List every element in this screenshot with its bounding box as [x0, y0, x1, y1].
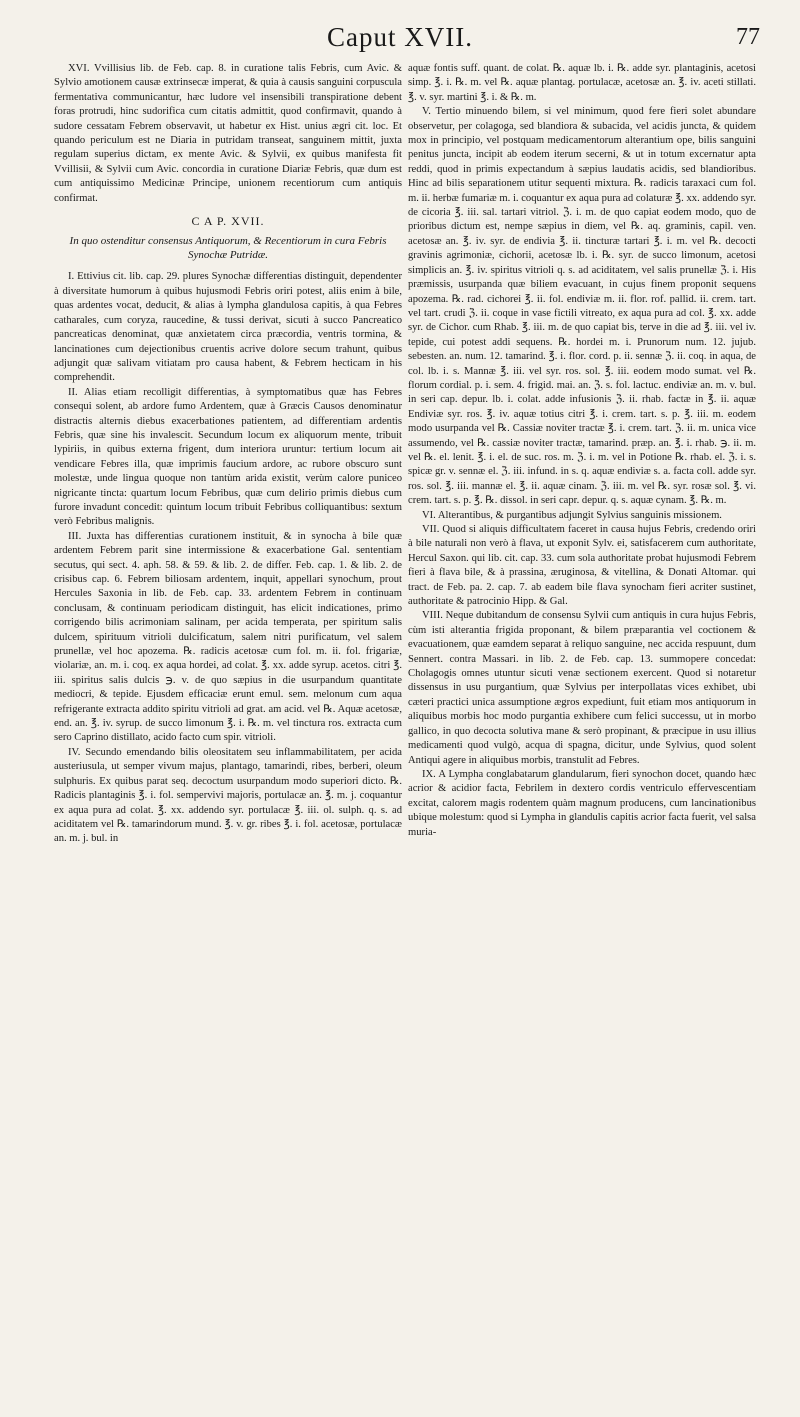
- running-title: Caput XVII.: [327, 22, 473, 52]
- page-number: 77: [736, 24, 760, 50]
- paragraph-continuation: aquæ fontis suff. quant. de colat. ℞. aquæ lb. i. ℞. adde syr. plantaginis, acetosi simp. ℥. i. ℞. m. vel ℞. aquæ plantag. portulacæ, acetosæ an. ℥. iv. aceti stillati. ℥. v. syr. martini ℥. i. & ℞. m.: [408, 63, 756, 103]
- paragraph-v: V. Tertio minuendo bilem, si vel minimum, quod fere fieri solet abundare observetur, per colagoga, sed blandiora & subacida, vel acidis juncta, & quidem mox in principio, vel postquam medicamentorum alterantium ope, bilis sanguini penitus juncta, incipit ab eodem iterum secerni, & ut in totum excernatur apta reddi, quod in primis expectandum à sæpius laudatis acidis, sed blandioribus. Hinc ad bilis separationem utitur sequenti mixtura. ℞. radicis taraxaci cum fol. m. ii. herbæ fumariæ m. i. coquantur ex aqua pura ad colaturæ ℥. xx. addendo syr. de cicoria ℥. iii. sal. tartari vitriol. ℨ. i. m. de quo capiat eodem modo, quo de prioribus dictum est, nempe sæpius in diem, vel ℞. aq. graminis, capil. ven. acetosæ an. ℥. iv. syr. de endivia ℥. ii. tincturæ tartari ℥. i. m. vel ℞. decocti gravinis agrimoniæ, cichorii, acetosæ lb. i. ℞. syr. de succo limonum, acetosi simplicis an. ℥. iv. spiritus vitrioli q. s. ad aciditatem, vel salis prunellæ ℨ. i. His præmissis, usurpanda quæ biliem evacuant, in cujus finem proponit sequens apozema. ℞. rad. cichorei ℥. ii. fol. endiviæ m. ii. flor. rof. pallid. ii. crem. tart. vel tart. crudi ℨ. ii. coque in vase fictili vitreato, ex aqua pura ad col. ℥. xx. adde syr. de Cichor. cum Rhab. ℥. iii. m. de quo capiat bis, terve in die ad ℥. iii. vel iv. tepide, cui potest addi sequens. ℞. hordei m. i. Prunorum num. 12. jujub. sebesten. an. num. 12. tamarind. ℥. i. flor. cord. p. ii. sennæ ℨ. ii. coq. in aqua, de col. lb. i. s. Mannæ ℥. iii. vel syr. ros. sol. ℥. iii. eodem modo sumat. vel ℞. florum cordial. p. i. sem. 4. frigid. mai. an. ℨ. s. fol. lactuc. endiviæ an. m. v. bul. in seri cap. depur. lb. i. colat. adde infusionis ℨ. ii. rhab. factæ in ℥. ii. aquæ Endiviæ syr. ros. ℥. iv. aquæ totius citri ℥. i. crem. tart. s. p. ℥. iii. m. eodem modo usurpanda vel ℞. Cassiæ noviter tractæ ℥. i. crem. tart. ℨ. ii. m. unica vice assumendo, vel ℞. cassiæ noviter tractæ, tamarind. præp. an. ℥. i. rhab. ℈. ii. m. vel ℞. el. lenit. ℥. i. el. de suc. ros. m. ℨ. i. m. vel in Potione ℞. rhab. el. ℨ. i. s. spicæ gr. v. sennæ el. ℨ. iii. infund. in s. q. aquæ endiviæ s. a. facta coll. adde syr. ros. sol. ℥. iii. mannæ el. ℥. ii. aquæ cinam. ℨ. iii. m. vel ℞. syr. rosæ sol. ℥. vi. crem. tart. s. p. ℥. ℞. dissol. in seri capr. depur. q. s. aquæ cynam. ℥. ℞. m.: [408, 106, 756, 507]
- paragraph-i: I. Ettivius cit. lib. cap. 29. plures Synochæ differentias distinguit, dependenter à diversitate humorum à quibus hujusmodi Febris oriri potest, aliis enim à bile, quas ardentes vocat, deducit, & alias à lympha glandulosa capitis, à qua Febres catharales, cum coryza, raucedine, & tussi derivat, sicuti à succo Pancreatico pancreaticas denominat, quæ anxietatem circa præcordia, ventris tormina, & lancinationes cum dejectionibus cruentis acrive dolore secum trahunt, quibus adjungit quæ salivam vitiatam pro causa habent, & Febrem hecticam in his comprehendit.: [54, 271, 402, 384]
- paragraph-ii: II. Alias etiam recolligit differentias, à symptomatibus quæ has Febres consequi solent, ab ardore fumo Ardentem, quæ à Græcis Causos denominatur distractis alternis diebus exacerbationes patientem, ad differentiam ardentis Febris, quæ sine his invalescit. Secundum locum ex aliquorum mente, tribuit lypiriis, in quibus externa frigent, dum interiora uruntur: tertium locum ait vendicare Febres illa, quæ imprimis faucium ardore, ac rubore obscuro sunt molestæ, unde lingua quoque non tantùm arida existit, verùm calore puniceo nigricante tincta: quartum locum Febribus, quæ cum delirio primis diebus cum furore invadunt concedit: quintum locum tribuit Febribus colliquantibus: sextum verò Febribus malignis.: [54, 386, 402, 528]
- paragraph-vii: VII. Quod si aliquis difficultatem faceret in causa hujus Febris, credendo oriri à bile naturali non verò à flava, ut exponit Sylv. ei, satisfacerem cum authoritate, Hercul Saxon. qui lib. cit. cap. 33. cum sola authoritate probat hujusmodi Febrem fieri à flava bile, & à prassina, æruginosa, & vitellina, & Donati Altomar. qui tract. de Feb. pa. 2. cap. 7. ab eadem bile flava synocham fieri acriter sustinet, authoritate & patrocinio Hipp. & Gal.: [408, 524, 756, 608]
- chapter-heading: C A P. XVII.: [191, 214, 265, 229]
- paragraph-iv: IV. Secundo emendando bilis oleositatem seu inflammabilitatem, per acida austeriusula, ut semper vivum majus, plantago, tamarindi, ribes, berberi, oleum sulphuris. Ex quibus parat seq. decoctum usurpandum modo superiori dicto. ℞. Radicis plantaginis ℥. i. fol. sempervivi majoris, portulacæ an. ℥. m. j. coquantur ex aqua pura ad colat. ℥. xx. addendo syr. portulacæ ℥. iii. ol. sulph. q. s. ad aciditatem vel ℞. tamarindorum mund. ℥. v. gr. ribes ℥. i. fol. acetosæ, portulacæ an. m. j. bul. in: [54, 746, 402, 845]
- paragraph-vi: VI. Alterantibus, & purgantibus adjungit Sylvius sanguinis missionem.: [422, 509, 722, 521]
- paragraph-ix: IX. A Lympha conglabatarum glandularum, fieri synochon docet, quando hæc acrior & acidior facta, Febrilem in dextero cordis ventriculo effervescentiam excitat, calorem magis rodentem quàm magnum producens, cum lancinationibus ubique molestum: quod si Lympha in glandulis capitis acrior facta fuerit, vel salsa muria-: [408, 768, 756, 838]
- page-header: [0, 22, 800, 58]
- right-column: [408, 62, 756, 840]
- paragraph-xvi: XVI. Vvillisius lib. de Feb. cap. 8. in curatione talis Febris, cum Avic. & Sylvio amotionem causæ extrinsecæ imperat, & quia à causis sanguini corpuscula fermentativa communicantur, hæc ludore vel insensibili transpiratione debent foras protrudi, hinc sudorifica cum citatis admittit, quod confirmavit, quando à sudore cessatam Febrem observavit, ut habetur ex Hist. unius ægri cit. loc. Et quando periculum est ne Diaria in putridam transeat, sanguinem mittit, juxta regulam superius dictam, ex mente Avic. & Sylvii, ex quibus manifesta fit Vvillisii, & Sylvii cum Avic. concordia in curatione Diariæ Febris, quæ dum est cum antiquissimo Medicinæ Principe, unionem recentiorum cum antiquis confirmat.: [54, 63, 402, 204]
- left-column: [54, 62, 402, 847]
- chapter-subtitle: In quo ostenditur consensus Antiquorum, & Recentiorum in cura Febris Synochæ Putridæ.: [69, 235, 387, 262]
- paragraph-viii: VIII. Neque dubitandum de consensu Sylvii cum antiquis in cura hujus Febris, cùm isti alterantia frigida proponant, & bilem præparantia vel coctionem & evacuationem, quæ eamdem separat à reliquo sanguine, nec accida respuunt, dum Sennert. contra Massari. in lib. 2. de Feb. cap. 13. summopere concedat: Cholagogis omnes utuntur sicuti venæ sectionem exercent. Quod si notaretur dissensus in usu purgantium, quæ Sylvius per interpollatas vices exhibet, ubi cæteri practici unica assumptione ægros expediunt, fuit etiam mos antiquorum in aliquibus morbis hoc modo purgantia exhibere cum felici successu, ut in morbo gallico, in quo decocta solutiva mane & serò propinant, & præcipue in usu illius medicamenti quod vulgò, acqua di spagna, dicitur, unde Sylvius, quod solent Antiqui agere in aliquibus morbis, transtulit ad Febres.: [408, 610, 756, 766]
- paragraph-iii: III. Juxta has differentias curationem instituit, & in synocha à bile quæ ardentem Febrem parit sine intermissione & exacerbatione Gal. sententiam secutus, qui sect. 4. aph. 58. & 59. & lib. 2. de differ. Feb. cap. 1. & lib. 2. de crisibus cap. 6. Febrem biliosam ardentem, inquit, appellari synochum, prout Hercules Saxonia in lib. de Feb. cap. 33. ardentem Febrem in continuam conclusam, & continuam periodicam distinguit, has elicit indicationes, primo corrigendo bilis acrimoniam salinam, per acida temperata, per spiritum salis dulcem, spirituum vitrioli dulcificatum, salem nitri purificatum, vel salem prunellæ, vel hoc apozema. ℞. radicis acetosæ cum fol. m. ii. fol. frigariæ, violariæ, an. m. i. coq. ex aqua hordei, ad colat. ℥. xx. adde syrup. acetos. citri ℥. iii. spiritus salis dulcis ℈. v. de quo sæpius in die usurpandum quantitate mediocri, & tepide. Ejusdem efficaciæ erunt emul. sem. melonum cum aqua refrigerante extracta addito spiritu vitrioli ad grat. am acid. vel ℞. Aquæ acetosæ, end. an. ℥. iv. syrup. de succo limonum ℥. i. ℞. m. vel tinctura ros. extracta cum sero Caprino distillato, acido facto cum spir. vitrioli.: [54, 530, 402, 744]
